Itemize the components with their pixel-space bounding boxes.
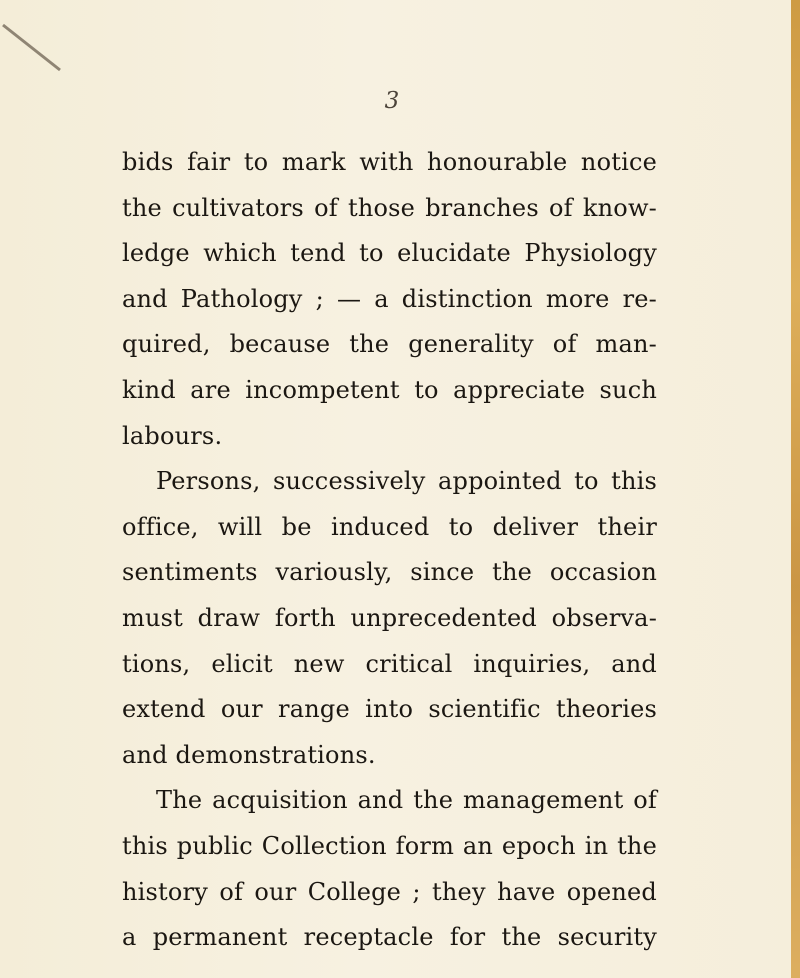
text-line: labours. (122, 421, 223, 450)
text-line: history of our College ; they have opened (122, 877, 657, 906)
text-line: The acquisition and the management of (156, 786, 657, 815)
text-line: a permanent receptacle for the security (122, 923, 657, 952)
text-line: office, will be induced to deliver their (122, 512, 657, 541)
page-number: 3 (384, 88, 400, 114)
text-line: bids fair to mark with honourable notice (122, 148, 657, 176)
text-line: Persons, successively appointed to this (156, 467, 657, 496)
text-line: the cultivators of those branches of know- (122, 193, 657, 222)
text-line: this public Collection form an epoch in the (122, 831, 657, 860)
text-line: quired, because the generality of man- (122, 330, 657, 359)
page-text (122, 140, 657, 961)
text-line: sentiments variously, since the occasion (122, 558, 657, 587)
text-line: and Pathology ; — a distinction more re- (122, 284, 657, 313)
corner-crease-mark (0, 20, 70, 75)
text-line: tions, elicit new critical inquiries, and (122, 649, 657, 678)
text-line: must draw forth unprecedented observa- (122, 603, 657, 632)
gilded-page-edge (791, 0, 800, 978)
text-line: and demonstrations. (122, 740, 376, 769)
text-line: ledge which tend to elucidate Physiology (122, 239, 657, 268)
text-line: kind are incompetent to appreciate such (122, 375, 657, 404)
text-line: extend our range into scientific theories (122, 695, 657, 724)
